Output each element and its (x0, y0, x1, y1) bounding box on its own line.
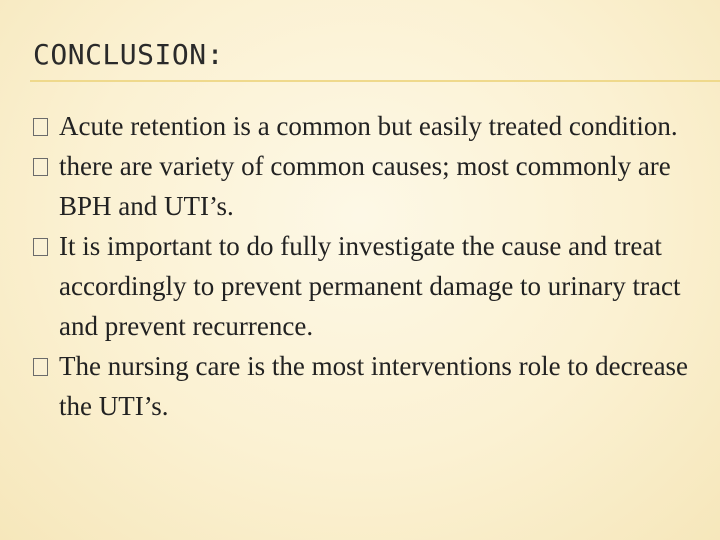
bullet-list (33, 106, 701, 426)
box-bullet-icon (33, 358, 48, 376)
bullet-item (33, 146, 701, 226)
bullet-text: The nursing care is the most interventions role to decrease the UTI’s. (59, 351, 689, 421)
box-bullet-icon (33, 238, 48, 256)
bullet-text: It is important to do fully investigate the cause and treat accordingly to prevent permanent damage to urinary tract and prevent recurrence. (59, 231, 681, 341)
box-bullet-icon (33, 158, 48, 176)
bullet-item (33, 226, 701, 346)
title-underline (30, 80, 720, 82)
bullet-text: there are variety of common causes; most commonly are BPH and UTI’s. (59, 151, 671, 221)
bullet-item (33, 106, 701, 146)
slide-title: CONCLUSION: (33, 38, 224, 71)
bullet-item (33, 346, 701, 426)
box-bullet-icon (33, 118, 48, 136)
bullet-text: Acute retention is a common but easily treated condition. (59, 111, 678, 141)
